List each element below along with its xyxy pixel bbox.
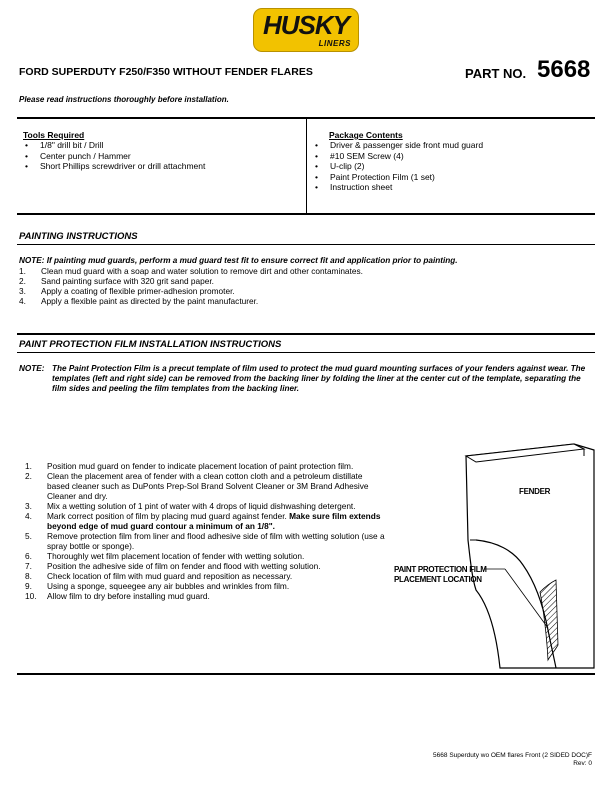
list-item: 10. Allow film to dry before installing mud guard. [25,591,210,601]
film-instructions-heading: PAINT PROTECTION FILM INSTALLATION INSTRUCTIONS [19,339,282,350]
list-item: 8. Check location of film with mud guard and reposition as necessary. [25,571,293,581]
divider [17,352,595,353]
list-item: 5. Remove protection film from liner and flood adhesive side of film with wetting solution (use a spray bottle or sponge). [25,531,385,551]
part-number-label: PART NO. [465,66,527,81]
fender-diagram [388,440,603,672]
list-item: 1. Position mud guard on fender to indicate placement location of paint protection film. [25,461,354,471]
list-item: 2. Clean the placement area of fender with a clean cotton cloth and a petroleum distillate based cleaner such as DuPonts Prep-Sol Brand Solvent Cleaner or 3M Brand Adhesive Cleaner and dry. [25,471,369,501]
film-steps [25,461,387,601]
read-instructions-note: Please read instructions thoroughly before installation. [19,95,229,104]
list-item: • U-clip (2) [313,161,593,172]
list-item: • Instruction sheet [313,182,593,193]
film-label-line2: PLACEMENT LOCATION [394,575,482,584]
film-label-line1: PAINT PROTECTION FILM [394,565,487,574]
list-item: 7. Position the adhesive side of film on fender and flood with wetting solution. [25,561,321,571]
list-item: 1. Clean mud guard with a soap and water solution to remove dirt and other contaminates. [19,266,363,276]
part-number: 5668 [537,56,591,83]
footer-file-name: 5668 Superduty wo OEM flares Front (2 SIDED DOC)F [433,752,592,759]
divider [17,673,595,675]
list-item: 9. Using a sponge, squeegee any air bubbles and wrinkles from film. [25,581,290,591]
footer-revision: Rev: 0 [573,760,592,767]
divider [17,244,595,245]
tools-required-heading: Tools Required [23,130,85,140]
fender-label: FENDER [519,487,551,496]
list-item: 3. Apply a coating of flexible primer-adhesion promoter. [19,286,235,296]
list-item: • 1/8" drill bit / Drill [23,140,298,151]
list-item: 4. Mark correct position of film by placing mud guard against fender. Make sure film extends beyond edge of mud guard contour a minimum of an 1/8". [25,511,381,531]
logo-wordmark: HUSKY [262,10,349,40]
divider [17,213,595,215]
fender-outline [466,444,594,668]
list-item: • Short Phillips screwdriver or drill attachment [23,161,298,172]
painting-note: NOTE: If painting mud guards, perform a mud guard test fit to ensure correct fit and application prior to painting. [19,256,458,265]
tools-required-section [23,130,298,172]
document-title: FORD SUPERDUTY F250/F350 WITHOUT FENDER FLARES [19,66,313,78]
tools-list [23,140,298,172]
list-item: • #10 SEM Screw (4) [313,151,593,162]
package-contents-section [313,130,593,193]
note-label: NOTE: [19,364,45,373]
package-list [313,140,593,193]
logo-subtext: LINERS [318,39,351,48]
package-contents-heading: Package Contents [329,130,403,140]
list-item: 2. Sand painting surface with 320 grit sand paper. [19,276,214,286]
divider [17,333,595,335]
column-divider [306,117,307,213]
list-item: • Driver & passenger side front mud guard [313,140,593,151]
list-item: 6. Thoroughly wet film placement location of fender with wetting solution. [25,551,305,561]
note-text: The Paint Protection Film is a precut template of film used to protect the mud guard mounting surfaces of your fenders against wear. The templates (left and right side) can be removed from the backing liner by folding the liner at the center cut of the template, separating the film sides and peeling the film templates from the backing liner. [52,364,586,393]
list-item: • Center punch / Hammer [23,151,298,162]
husky-liners-logo [253,8,359,52]
fender-illustration [388,440,603,672]
list-item: 3. Mix a wetting solution of 1 pint of water with 4 drops of liquid dishwashing detergent. [25,501,356,511]
painting-instructions-heading: PAINTING INSTRUCTIONS [19,231,138,242]
painting-steps [19,266,579,306]
list-item: 4. Apply a flexible paint as directed by the paint manufacturer. [19,296,259,306]
film-note [19,364,589,394]
list-item: • Paint Protection Film (1 set) [313,172,593,183]
